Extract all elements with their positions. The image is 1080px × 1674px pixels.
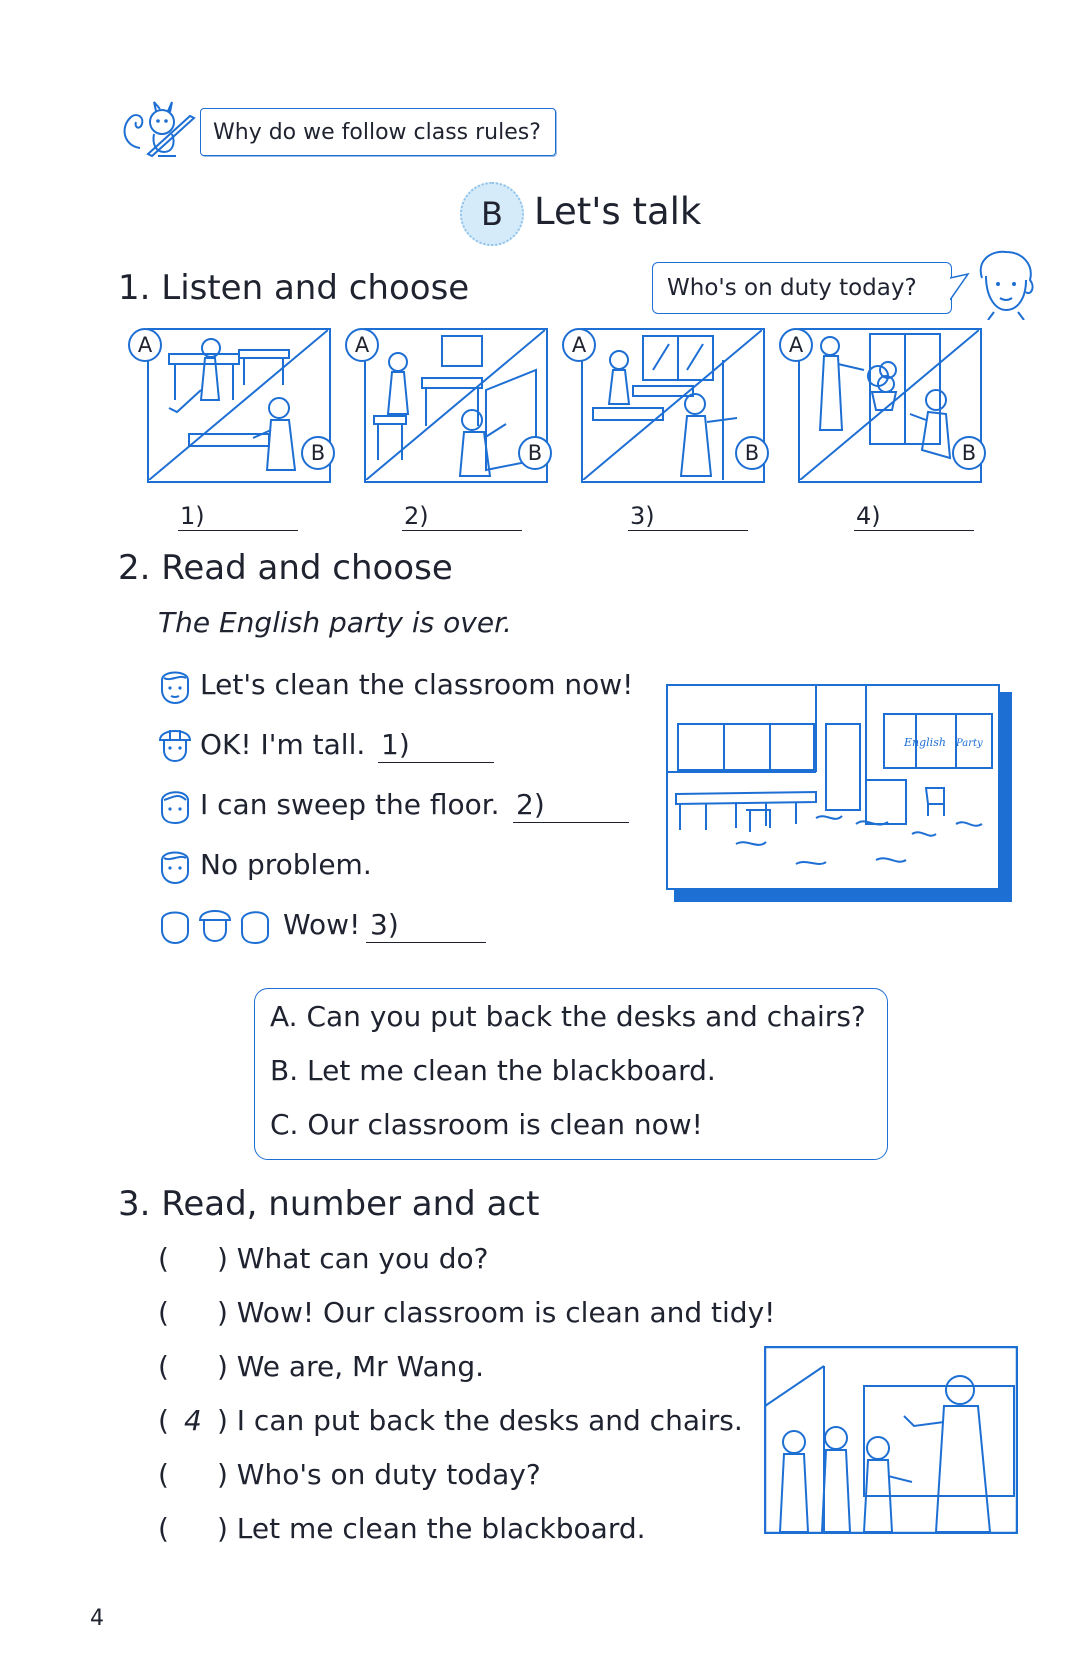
dialogue-line-3: I can sweep the floor.: [200, 788, 500, 821]
section-title: Let's talk: [534, 190, 702, 233]
scene-4-badge-a: A: [779, 328, 813, 362]
messy-classroom-image: [666, 684, 1014, 904]
p1-answer-blank-1[interactable]: [178, 530, 298, 531]
three-kids-faces-icon: [158, 906, 276, 944]
p3-number-input-4[interactable]: 4: [184, 1404, 202, 1437]
p1-answer-blank-2[interactable]: [402, 530, 522, 531]
p3-row-3: ( ) We are, Mr Wang.: [158, 1350, 485, 1383]
dialogue-blank-3-label: 3): [370, 908, 399, 941]
p3-row-4: ( 4 ) I can put back the desks and chairs.: [158, 1404, 743, 1437]
teacher-students-image: [764, 1346, 1018, 1534]
p3-row-6-text: ) Let me clean the blackboard.: [216, 1512, 646, 1545]
section-badge: [460, 182, 524, 246]
scene-2-badge-a: A: [345, 328, 379, 362]
p1-item-3-label: 3): [630, 502, 655, 530]
p3-row-4-text: ) I can put back the desks and chairs.: [216, 1404, 743, 1437]
part2-intro: The English party is over.: [158, 606, 512, 639]
page-number: 4: [90, 1606, 104, 1631]
p1-item-2-label: 2): [404, 502, 429, 530]
p2-answer-blank-2[interactable]: [513, 822, 629, 823]
dialogue-blank-1-label: 1): [381, 728, 410, 761]
part3-title: 3. Read, number and act: [118, 1184, 540, 1224]
option-c: C. Our classroom is clean now!: [270, 1108, 703, 1141]
p1-answer-blank-3[interactable]: [628, 530, 748, 531]
p3-row-1-text: ) What can you do?: [216, 1242, 489, 1275]
speech-bubble: [652, 262, 952, 314]
p1-item-4-label: 4): [856, 502, 881, 530]
scene-2-badge-b: B: [518, 436, 552, 470]
dialogue-line-5: Wow!: [283, 908, 361, 941]
dialogue-line-1: Let's clean the classroom now!: [200, 668, 634, 701]
option-b: B. Let me clean the blackboard.: [270, 1054, 716, 1087]
scene-4-badge-b: B: [952, 436, 986, 470]
cap-boy-face-icon: [158, 726, 192, 762]
teacher-face-icon: [970, 248, 1040, 320]
p1-item-1-label: 1): [180, 502, 205, 530]
scene-1-badge-b: B: [301, 436, 335, 470]
dialogue-blank-2-label: 2): [516, 788, 545, 821]
scene-3-badge-a: A: [562, 328, 596, 362]
girl-face-icon: [158, 786, 192, 824]
dialogue-line-4: No problem.: [200, 848, 372, 881]
p2-answer-blank-1[interactable]: [378, 762, 494, 763]
boy-face-icon: [158, 846, 192, 884]
p3-row-1: ( ) What can you do?: [158, 1242, 489, 1275]
p3-row-5-text: ) Who's on duty today?: [216, 1458, 541, 1491]
guiding-question: [200, 108, 556, 156]
part1-title: 1. Listen and choose: [118, 268, 470, 308]
scene-3-badge-b: B: [735, 436, 769, 470]
speech-bubble-tail-icon: [950, 270, 970, 310]
squirrel-mascot-icon: [118, 98, 198, 160]
p3-row-2-text: ) Wow! Our classroom is clean and tidy!: [216, 1296, 776, 1329]
section-letter: B: [481, 195, 503, 233]
banner-word-english: English: [904, 736, 946, 749]
speech-bubble-text: Who's on duty today?: [667, 275, 917, 301]
p3-row-3-text: ) We are, Mr Wang.: [216, 1350, 485, 1383]
scene-1-badge-a: A: [128, 328, 162, 362]
p3-row-2: ( ) Wow! Our classroom is clean and tidy!: [158, 1296, 776, 1329]
p3-row-6: ( ) Let me clean the blackboard.: [158, 1512, 646, 1545]
part2-title: 2. Read and choose: [118, 548, 453, 588]
p2-answer-blank-3[interactable]: [366, 942, 486, 943]
banner-word-party: Party: [956, 738, 983, 749]
boy-face-icon: [158, 666, 192, 704]
p1-answer-blank-4[interactable]: [854, 530, 974, 531]
p3-row-5: ( ) Who's on duty today?: [158, 1458, 541, 1491]
option-a: A. Can you put back the desks and chairs?: [270, 1000, 866, 1033]
guiding-question-text: Why do we follow class rules?: [213, 119, 541, 145]
dialogue-line-2: OK! I'm tall.: [200, 728, 366, 761]
